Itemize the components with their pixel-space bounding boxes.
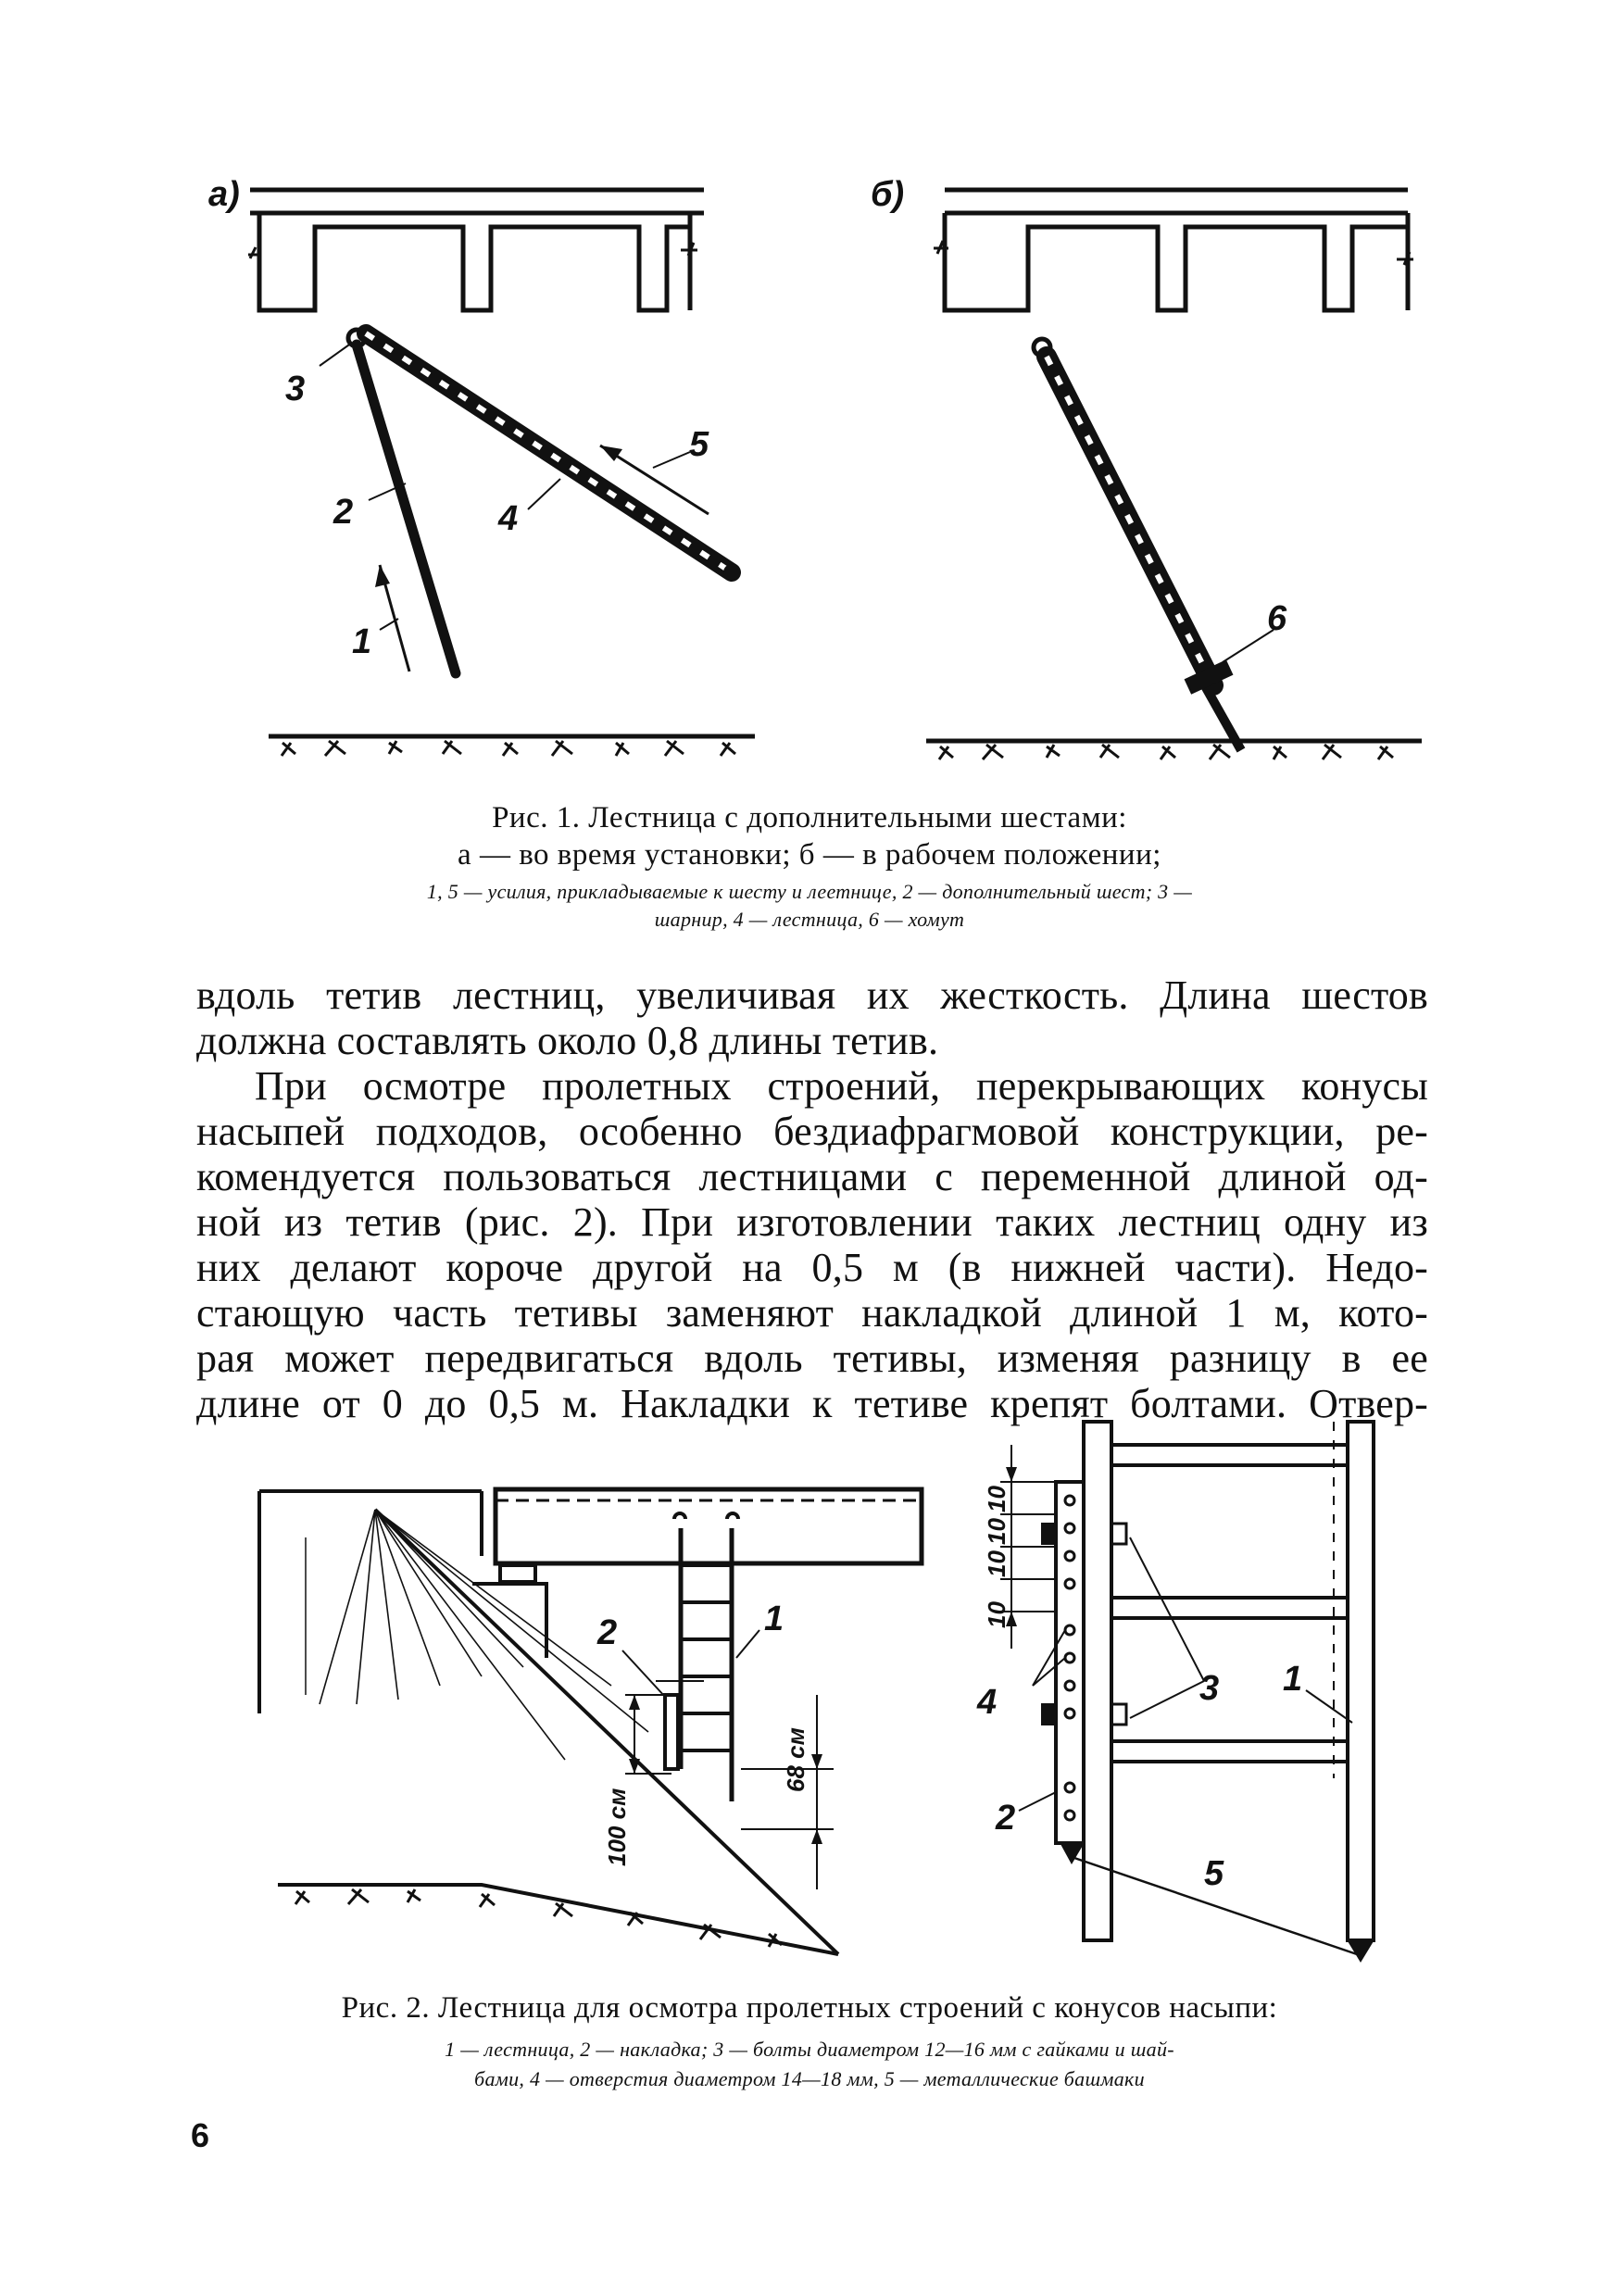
paragraph-1-line-1: вдоль тетив лестниц, увеличивая их жесткость. Длина шестов [196, 972, 1428, 1018]
fig2-left-callout-2: 2 [597, 1613, 618, 1652]
paragraph-2-line-7: рая может передвигаться вдоль тетивы, изменяя разницу в ее [196, 1336, 1428, 1381]
fig2-right-callout-3: 3 [1199, 1669, 1220, 1708]
callout-a-2: 2 [333, 493, 354, 532]
paragraph-2-line-8: длине от 0 до 0,5 м. Накладки к тетиве крепят болтами. Отвер- [196, 1381, 1428, 1426]
paragraph-2-line-6: стающую часть тетивы заменяют накладкой длиной 1 м, кото- [196, 1290, 1428, 1336]
paragraph-2-line-3: комендуется пользоваться лестницами с переменной длиной од- [196, 1154, 1428, 1199]
paragraph-2-line-5: них делают короче другой на 0,5 м (в нижней части). Недо- [196, 1245, 1428, 1290]
paragraph-2-line-4: ной из тетив (рис. 2). При изготовлении таких лестниц одну из [196, 1199, 1428, 1245]
figure-1-caption-legend-1: 1, 5 — усилия, прикладываемые к шесту и леетнице, 2 — дополнительный шест; 3 — [426, 880, 1193, 903]
figure-1-caption-line2: а — во время установки; б — в рабочем положении; [458, 838, 1161, 872]
figure-1-caption-legend-2: шарнир, 4 — лестница, 6 — хомут [654, 908, 965, 931]
callout-a-4: 4 [498, 499, 519, 538]
callout-a-3: 3 [285, 370, 306, 408]
fig2-right-callout-2: 2 [996, 1799, 1016, 1838]
panel-b-label: б) [871, 175, 905, 214]
figure-2-caption-legend-2: бами, 4 — отверстия диаметром 14—18 мм, 5 — металлические башмаки [474, 2067, 1145, 2090]
dim-right-2: 10 [983, 1518, 1010, 1545]
callout-a-1: 1 [352, 622, 372, 661]
fig2-right-callout-4: 4 [977, 1683, 998, 1722]
figure-1-caption-title: Рис. 1. Лестница с дополнительными шестами: [492, 801, 1127, 834]
dimension-68cm: 68 см [782, 1727, 810, 1792]
callout-a-5: 5 [689, 425, 709, 464]
paragraph-2-line-2: насыпей подходов, особенно бездиафрагмовой конструкции, ре- [196, 1109, 1428, 1154]
fig2-left-callout-1: 1 [764, 1600, 784, 1638]
paragraph-2-line-1: При осмотре пролетных строений, перекрывающих конусы [255, 1063, 1428, 1109]
figure-2-caption-title: Рис. 2. Лестница для осмотра пролетных строений с конусов насыпи: [341, 1991, 1278, 2025]
dim-right-1: 10 [983, 1486, 1010, 1512]
paragraph-1-line-2: должна составлять около 0,8 длины тетив. [196, 1018, 939, 1063]
panel-a-label: а) [208, 175, 240, 214]
dim-right-3: 10 [983, 1550, 1010, 1577]
fig2-right-callout-5: 5 [1204, 1854, 1224, 1893]
figure-2-caption-legend-1: 1 — лестница, 2 — накладка; 3 — болты диаметром 12—16 мм с гайками и шай- [445, 2038, 1174, 2061]
fig2-right-callout-1: 1 [1283, 1660, 1303, 1699]
dimension-100cm: 100 см [603, 1788, 631, 1866]
callout-b-6: 6 [1267, 599, 1287, 638]
page-number: 6 [191, 2116, 210, 2154]
dim-right-4: 10 [983, 1601, 1010, 1628]
